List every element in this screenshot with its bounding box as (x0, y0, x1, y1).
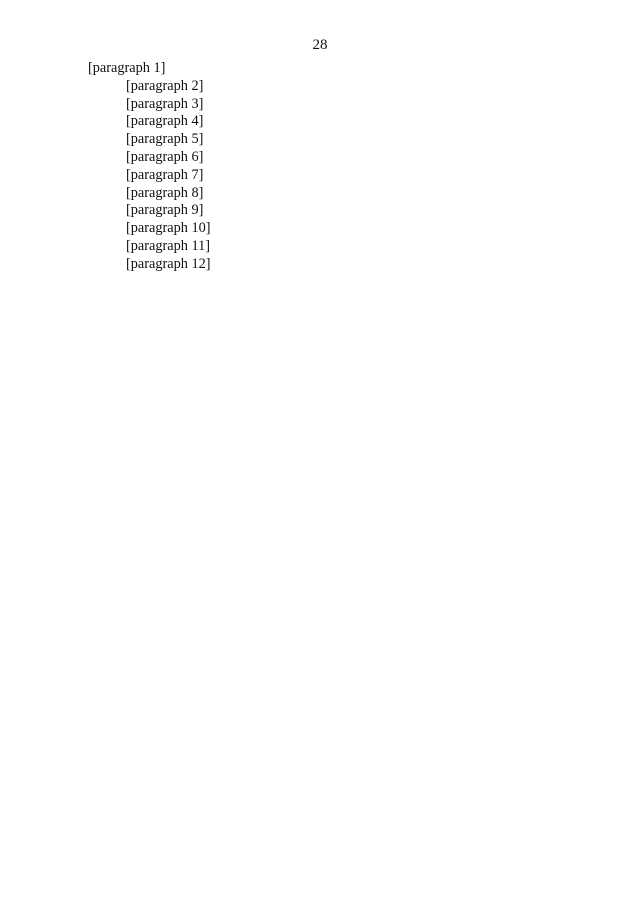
paragraph: [paragraph 6] (126, 148, 204, 165)
paragraph: [paragraph 9] (126, 202, 204, 219)
paragraph: [paragraph 10] (126, 220, 211, 237)
paragraph: [paragraph 8] (126, 184, 204, 201)
page-number: 28 (312, 37, 328, 53)
paragraph: [paragraph 11] (126, 237, 211, 254)
paragraph: [paragraph 4] (126, 113, 204, 130)
paragraph: [paragraph 5] (126, 131, 204, 148)
paragraph: [paragraph 12] (126, 255, 211, 272)
paragraph: [paragraph 1] (88, 60, 166, 76)
paragraph: [paragraph 3] (126, 95, 204, 112)
document-body (88, 60, 622, 274)
paragraph: [paragraph 7] (126, 166, 204, 183)
paragraph: [paragraph 2] (126, 77, 204, 94)
